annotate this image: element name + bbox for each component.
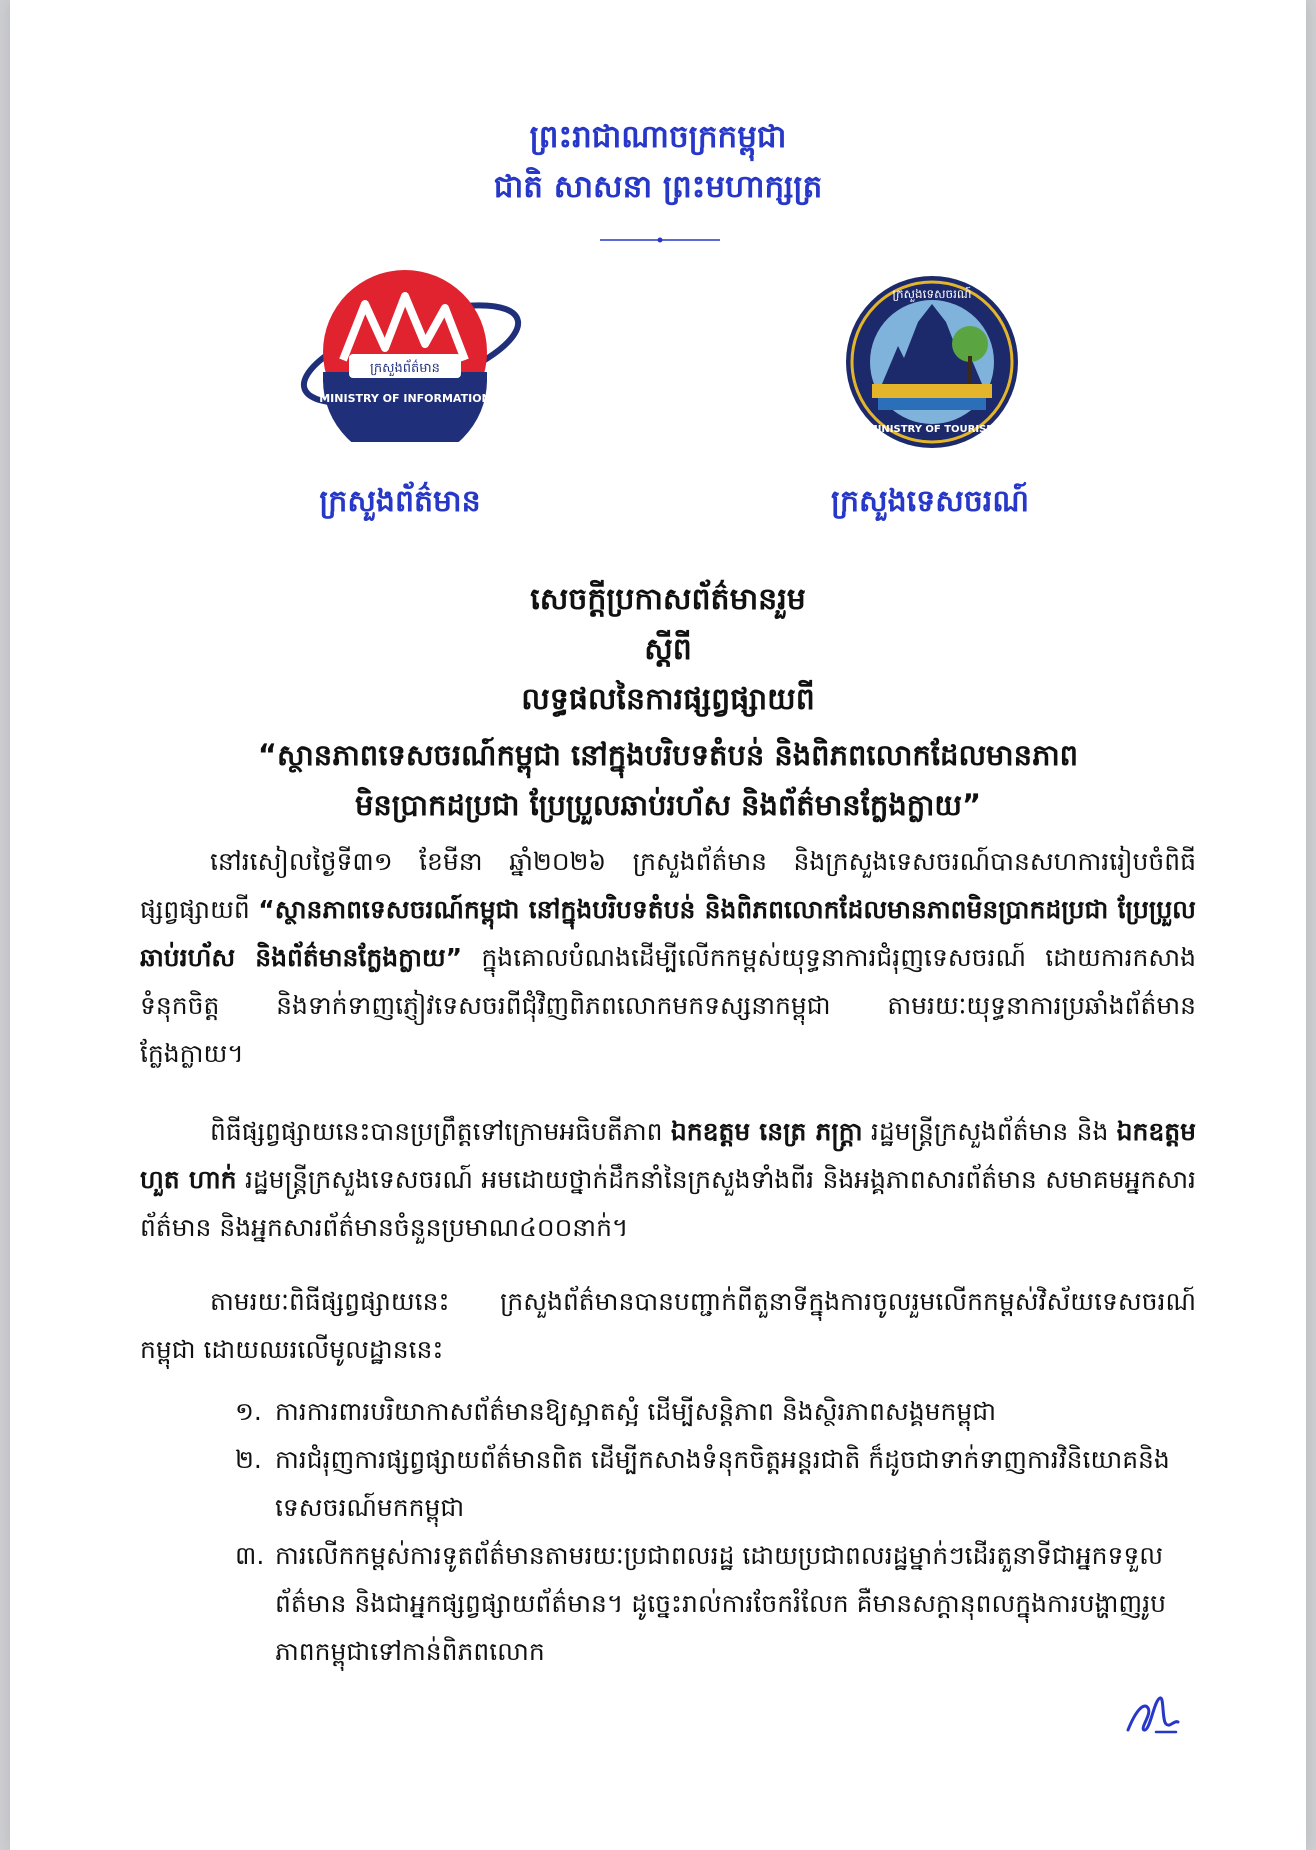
ornament-divider bbox=[600, 234, 720, 246]
paragraph-2-rest: រដ្ឋមន្ត្រីក្រសួងទេសចរណ៍ អមដោយថ្នាក់ដឹកនាំនៃក្រសួងទាំងពីរ និងអង្គភាពសារព័ត៌មាន សមាគមអ្នកសារព័ត៌មាន និងអ្នកសារព័ត៌មានចំនួនប្រមាណ៤០០នាក់។ bbox=[140, 1165, 1196, 1242]
logo-tour-english-text: MINISTRY OF TOURISM bbox=[867, 424, 997, 435]
press-release-title: សេចក្តីប្រកាសព័ត៌មានរួម bbox=[530, 582, 806, 617]
list-item bbox=[235, 1388, 1200, 1436]
list-item bbox=[235, 1532, 1200, 1676]
paragraph-2 bbox=[140, 1108, 1196, 1252]
ministry-of-tourism-logo bbox=[842, 272, 1022, 452]
paragraph-1-intro: នៅរសៀលថ្ងៃទី៣១ ខែមីនា ឆ្នាំ២០២៦ ក្រសួងព័ត៌មាន និងក្រសួងទេសចរណ៍បានសហការរៀបចំពិធីផ្សព្វផ្សាយពី bbox=[140, 847, 1196, 924]
list-item-text: ការការពារបរិយាកាសព័ត៌មានឱ្យស្អាតស្អំ ដើម្បីសន្តិភាព និងស្ថិរភាពសង្គមកម្ពុជា bbox=[275, 1397, 997, 1426]
list-item-text: ការជំរុញការផ្សព្វផ្សាយព័ត៌មានពិត ដើម្បីកសាងទំនុកចិត្តអន្តរជាតិ ក៏ដូចជាទាក់ទាញការវិនិយោគនិងទេសចរណ៍មកកម្ពុជា bbox=[275, 1445, 1170, 1522]
list-item-text: ការលើកកម្ពស់ការទូតព័ត៌មានតាមរយៈប្រជាពលរដ្ឋ ដោយប្រជាពលរដ្ឋម្នាក់ៗដើរតួនាទីជាអ្នកទទួលព័ត៌មាន និងជាអ្នកផ្សព្វផ្សាយព័ត៌មាន។ ដូច្នេះរាល់ការចែករំលែក គឺមានសក្តានុពលក្នុងការបង្ហាញរូបភាពកម្ពុជាទៅកាន់ពិភពលោក bbox=[275, 1541, 1167, 1666]
list-item bbox=[235, 1436, 1200, 1532]
kingdom-title: ព្រះរាជាណាចក្រកម្ពុជា bbox=[529, 119, 787, 155]
paragraph-2-intro: ពិធីផ្សព្វផ្សាយនេះបានប្រព្រឹត្តទៅក្រោមអធិបតីភាព bbox=[210, 1117, 671, 1146]
signature-mark bbox=[1122, 1690, 1182, 1740]
ministry-tourism-name: ក្រសួងទេសចរណ៍ bbox=[831, 484, 1029, 519]
ministry-of-information-logo bbox=[293, 262, 533, 442]
logo-info-khmer-text: ក្រសួងព័ត៌មាន bbox=[370, 361, 440, 376]
topic-line-2: មិនប្រាកដប្រជា ប្រែប្រួលឆាប់រហ័ស និងព័ត៌មានក្លែងក្លាយ” bbox=[354, 788, 982, 822]
list-item-number: ១. bbox=[235, 1397, 262, 1426]
topic-line-1: “ស្ថានភាពទេសចរណ៍កម្ពុជា នៅក្នុងបរិបទតំបន់ និងពិភពលោកដែលមានភាព bbox=[257, 738, 1079, 772]
kingdom-motto: ជាតិ សាសនា ព្រះមហាក្សត្រ bbox=[493, 169, 823, 205]
commitment-list bbox=[235, 1388, 1200, 1676]
press-release-subtitle: លទ្ធផលនៃការផ្សព្វផ្សាយពី bbox=[521, 682, 815, 717]
press-release-about: ស្តីពី bbox=[644, 632, 692, 667]
ministry-information-name: ក្រសួងព័ត៌មាន bbox=[319, 484, 481, 519]
logo-tour-khmer-text: ក្រសួងទេសចរណ៍ bbox=[892, 287, 972, 301]
list-item-number: ២. bbox=[235, 1445, 262, 1474]
paragraph-2-tourism-minister: ឯកឧត្តម ហួត ហាក់ bbox=[140, 1117, 1197, 1194]
press-release-topic bbox=[70, 730, 1266, 830]
document-page bbox=[10, 0, 1306, 1850]
paragraph-3: តាមរយៈពិធីផ្សព្វផ្សាយនេះ ក្រសួងព័ត៌មានបានបញ្ជាក់ពីតួនាទីក្នុងការចូលរួមលើកកម្ពស់វិស័យទេសចរណ៍កម្ពុជា ដោយឈរលើមូលដ្ឋាននេះ bbox=[140, 1287, 1196, 1364]
logo-info-english-text: MINISTRY OF INFORMATION bbox=[319, 392, 491, 405]
paragraph-2-info-title: រដ្ឋមន្ត្រីក្រសួងព័ត៌មាន និង bbox=[862, 1117, 1117, 1146]
list-item-number: ៣. bbox=[235, 1541, 265, 1570]
paragraph-1-topic: “ស្ថានភាពទេសចរណ៍កម្ពុជា នៅក្នុងបរិបទតំបន់ និងពិភពលោកដែលមានភាពមិនប្រាកដប្រជា ប្រែប្រួលឆាប់រហ័ស និងព័ត៌មានក្លែងក្លាយ” bbox=[140, 895, 1196, 972]
paragraph-1-purpose: ក្នុងគោលបំណងដើម្បីលើកកម្ពស់យុទ្ធនាការជំរុញទេសចរណ៍ ដោយការកសាងទំនុកចិត្ត និងទាក់ទាញភ្ញៀវទេសចរពីជុំវិញពិភពលោកមកទស្សនាកម្ពុជា តាមរយៈយុទ្ធនាការប្រឆាំងព័ត៌មានក្លែងក្លាយ។ bbox=[140, 943, 1196, 1068]
paragraph-1 bbox=[140, 838, 1196, 1078]
paragraph-2-info-minister: ឯកឧត្តម នេត្រ ភក្ត្រា bbox=[670, 1117, 863, 1146]
